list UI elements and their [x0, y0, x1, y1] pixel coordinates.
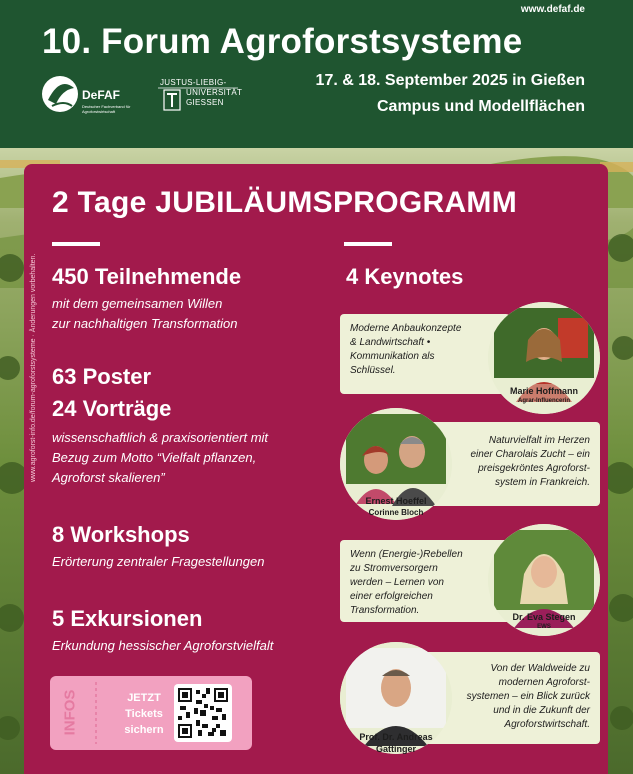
- stat-talks: 24 Vorträge: [52, 396, 172, 421]
- ticket-cta-line-2: Tickets: [125, 708, 163, 720]
- keynote-1-name: Marie Hoffmann: [509, 386, 578, 396]
- program-title: 2 Tage JUBILÄUMSPROGRAMM: [52, 186, 518, 219]
- keynote-4-name-2: Gattinger: [375, 744, 416, 754]
- stat-posters: 63 Poster: [52, 364, 152, 389]
- keynote-3-quote-line: einer erfolgreichen: [350, 591, 433, 602]
- keynote-2-name: Ernest Hoeffel: [365, 496, 427, 506]
- jlu-line-3: GIESSEN: [186, 98, 224, 107]
- jlu-line-2: UNIVERSITÄT: [186, 88, 243, 97]
- divider-left: [52, 242, 100, 246]
- keynote-4-name: Prof. Dr. Andreas: [359, 732, 433, 742]
- divider-right: [344, 242, 392, 246]
- keynote-2-quote-line: system in Frankreich.: [494, 477, 590, 488]
- keynote-4-quote-line: Agroforstwirtschaft.: [504, 719, 590, 730]
- keynote-4-quote-line: Von der Waldweide zu: [490, 663, 590, 674]
- stat-excursions: 5 Exkursionen: [52, 606, 203, 631]
- event-title: 10. Forum Agroforstsysteme: [42, 22, 523, 61]
- stat-excursions-desc: Erkundung hessischer Agroforstvielfalt: [52, 638, 274, 653]
- keynotes-heading: 4 Keynotes: [346, 264, 464, 289]
- stat-talks-desc-2: Bezug zum Motto “Vielfalt pflanzen,: [52, 450, 257, 465]
- keynote-1-quote-line: Kommunikation als: [350, 351, 435, 362]
- keynote-3-name: Dr. Eva Stegen: [512, 612, 576, 622]
- event-location: Campus und Modellflächen: [376, 98, 585, 115]
- keynote-3-quote-line: Wenn (Energie-)Rebellen: [350, 549, 463, 560]
- keynote-2-quote-line: einer Charolais Zucht – ein: [470, 449, 590, 460]
- ticket-button[interactable]: [50, 676, 252, 750]
- stat-participants-desc-1: mit dem gemeinsamen Willen: [52, 296, 223, 311]
- header: [0, 0, 633, 148]
- stat-participants: 450 Teilnehmende: [52, 264, 242, 289]
- ticket-cta-line-3: sichern: [124, 724, 164, 736]
- qr-code-icon[interactable]: [174, 684, 232, 742]
- ticket-infos-label: [56, 686, 84, 740]
- stat-workshops: 8 Workshops: [52, 522, 190, 547]
- event-date: 17. & 18. September 2025 in Gießen: [315, 72, 585, 89]
- program-panel: [24, 164, 608, 774]
- keynote-2-quote-line: preisgekröntes Agroforst-: [478, 463, 590, 474]
- stat-talks-desc-3: Agroforst skalieren”: [52, 470, 165, 485]
- keynote-3-quote-line: werden – Lernen von: [350, 577, 444, 588]
- keynote-3-quote: [340, 540, 512, 622]
- keynote-1-quote: [340, 314, 510, 394]
- keynote-1-quote-line: Schlüssel.: [350, 365, 396, 376]
- site-url[interactable]: www.defaf.de: [520, 4, 585, 15]
- side-note: www.agroforst-info.de/forum-agroforstsysteme · Änderungen vorbehalten.: [30, 253, 37, 482]
- stat-participants-desc-2: zur nachhaltigen Transformation: [52, 316, 238, 331]
- defaf-subtitle: Deutscher Fachverband für Agroforstwirtschaft: [82, 104, 131, 114]
- keynote-3-quote-line: Transformation.: [350, 605, 420, 616]
- keynote-2-quote-line: Naturvielfalt im Herzen: [488, 435, 590, 446]
- jlu-line-1: JUSTUS-LIEBIG-: [160, 78, 227, 87]
- stat-talks-desc-1: wissenschaftlich & praxisorientiert mit: [52, 430, 269, 445]
- keynote-4-quote-line: und in die Zukunft der: [493, 705, 590, 716]
- keynote-2-name-2: Corinne Bloch: [368, 508, 424, 517]
- keynote-4-quote-line: systemen – ein Blick zurück: [466, 691, 590, 702]
- stat-workshops-desc: Erörterung zentraler Fragestellungen: [52, 554, 265, 569]
- keynote-3-affiliation: EWS: [537, 624, 551, 630]
- keynote-1-quote-line: Moderne Anbaukonzepte: [350, 323, 462, 334]
- ticket-perforation-icon: [90, 682, 102, 744]
- keynote-1-quote-line: & Landwirtschaft •: [350, 337, 431, 348]
- keynote-3-quote-line: zu Stromversorgern: [350, 563, 438, 574]
- ticket-cta-line-1: JETZT: [127, 692, 161, 704]
- ticket-cta[interactable]: [114, 690, 174, 738]
- ticket-infos-text: INFOS: [61, 689, 79, 736]
- keynote-4-quote-line: modernen Agroforst-: [498, 677, 590, 688]
- qr-code-graphic: [178, 688, 228, 738]
- keynote-1-affiliation: Agrar-Influencerin: [517, 398, 570, 404]
- defaf-name: DeFAF: [82, 88, 121, 102]
